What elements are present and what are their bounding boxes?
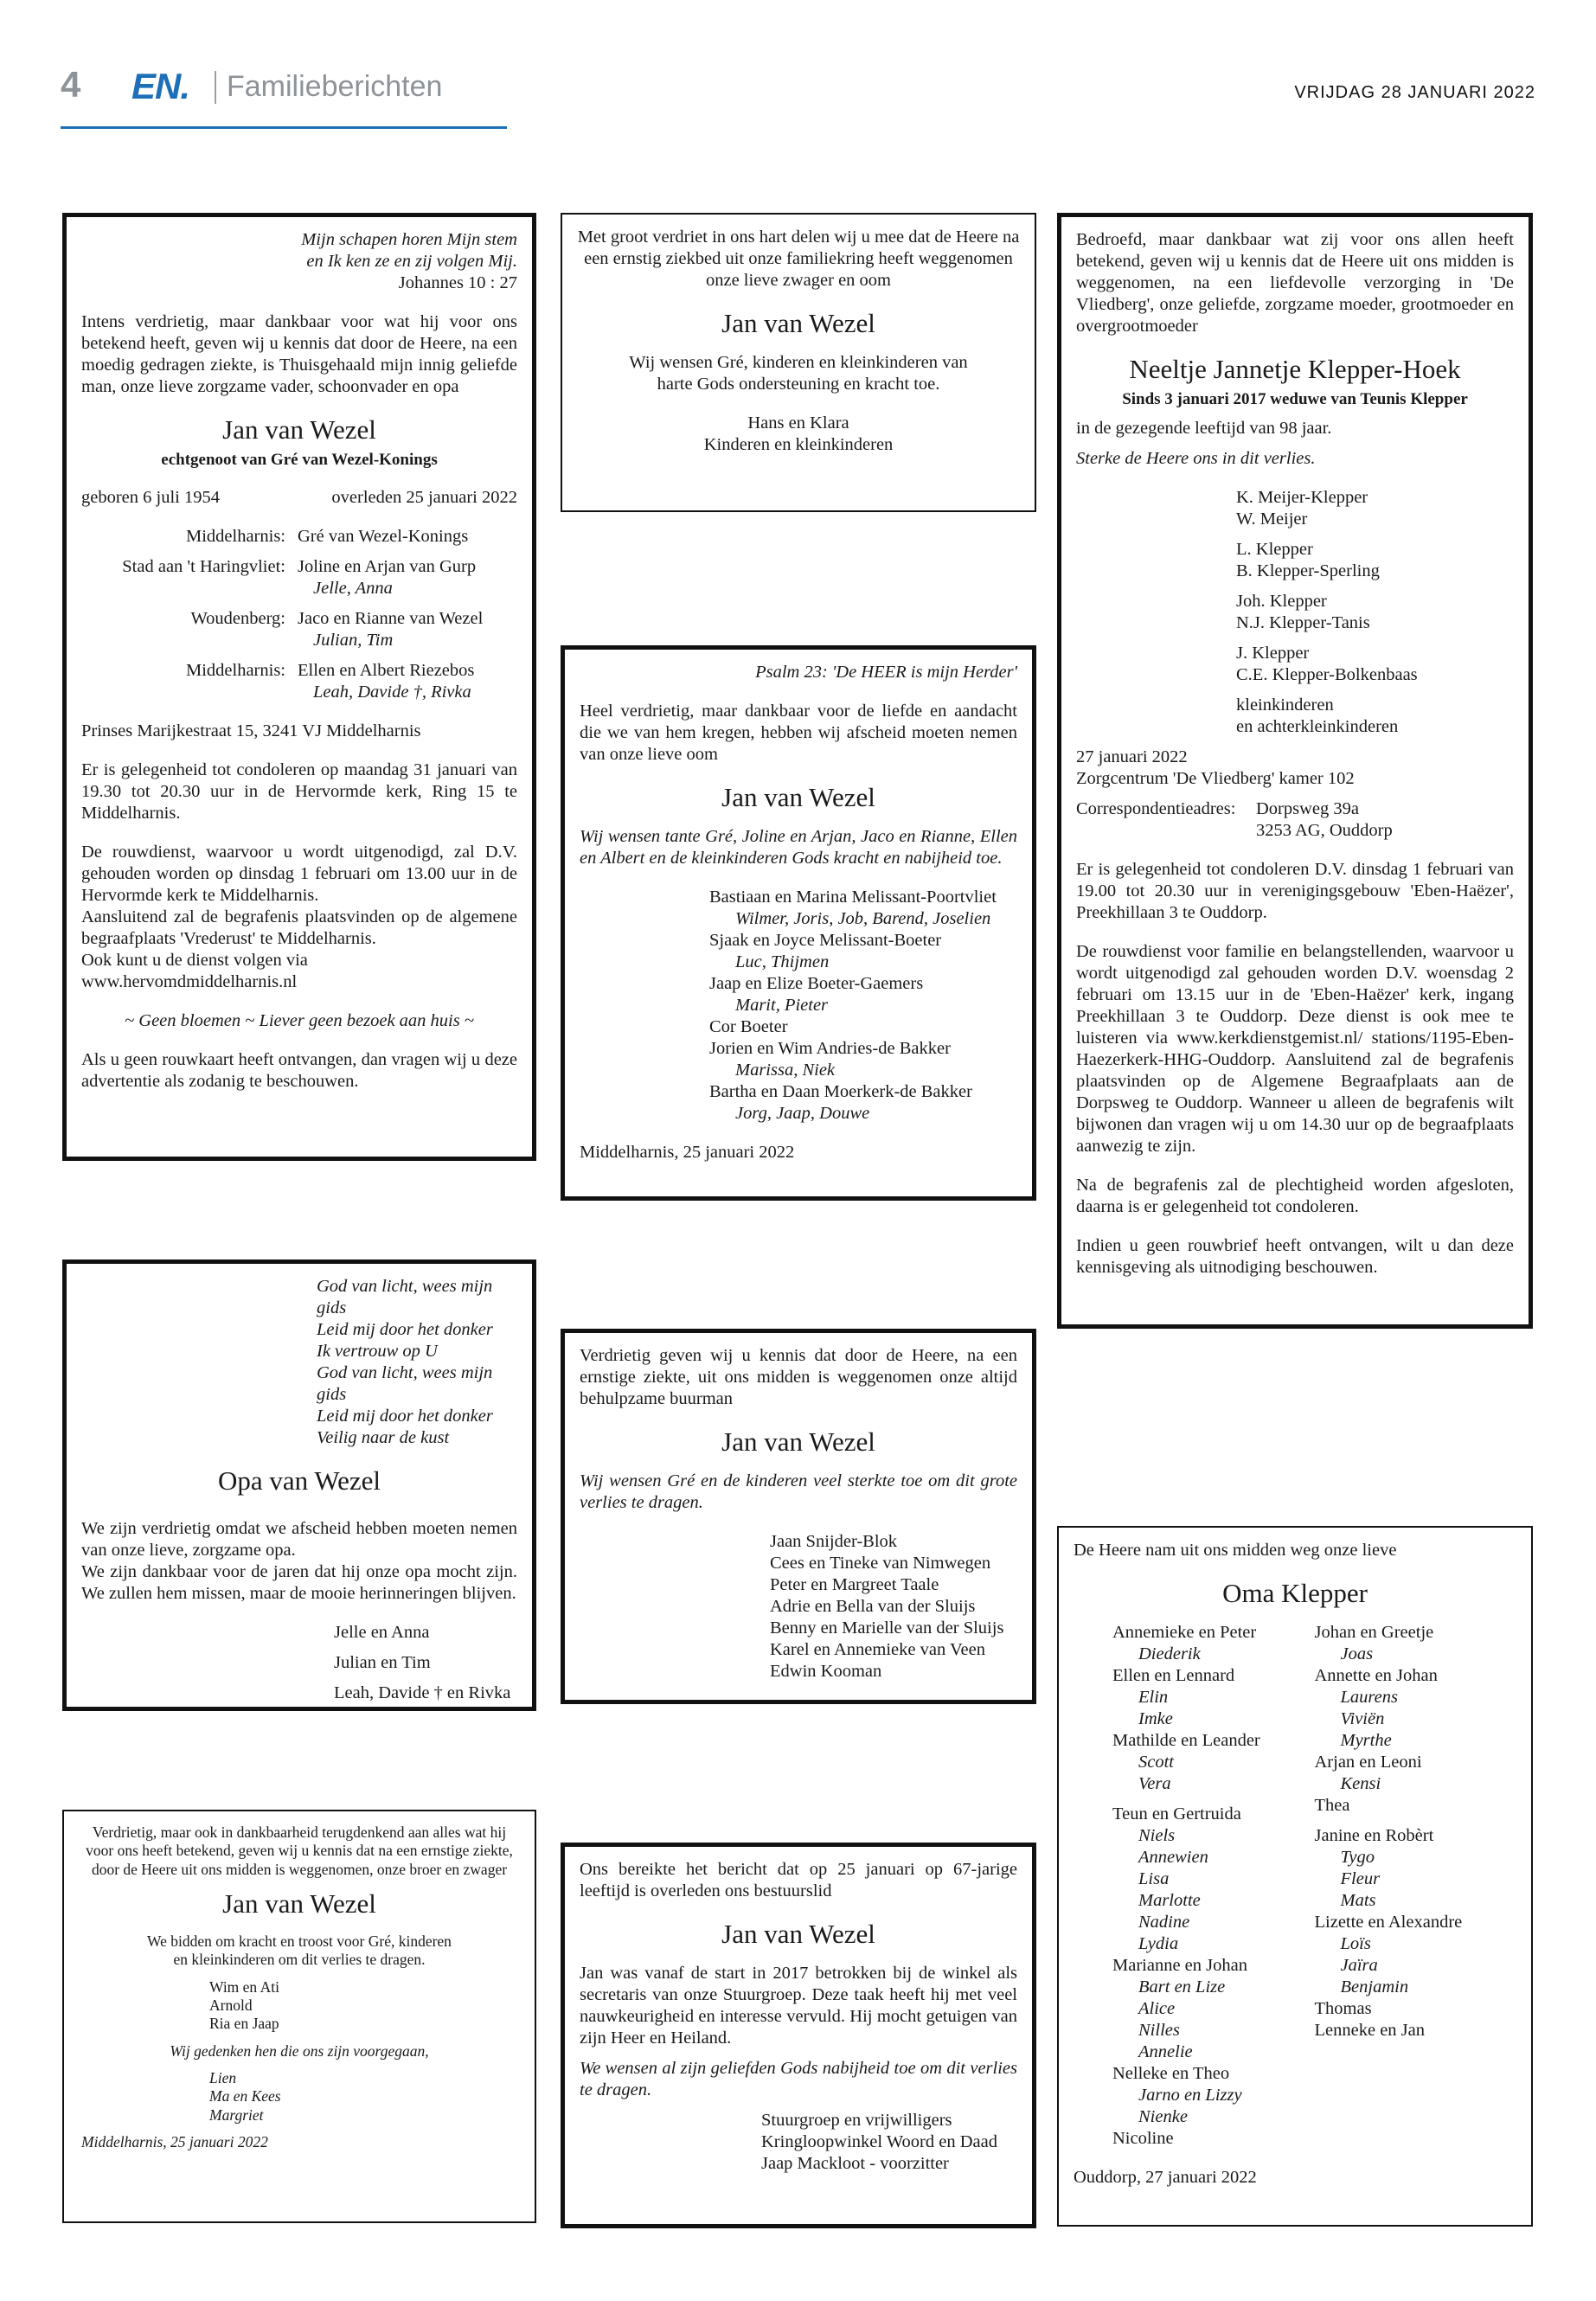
grandchild: Mats	[1340, 1890, 1376, 1910]
family-group	[1076, 643, 1514, 686]
deceased-name: Opa van Wezel	[217, 1465, 381, 1496]
no-flowers-note: ~ Geen bloemen ~ Liever geen bezoek aan huis ~	[125, 1010, 474, 1030]
condolence-info: Er is gelegenheid tot condoleren op maandag 31 januari van 19.30 tot 20.30 uur in de Hervormde kerk, Ring 15 te Middelharnis.	[81, 760, 517, 823]
closing-note: Indien u geen rouwbrief heeft ontvangen, wilt u dan deze kennisgeving als uitnodiging beschouwen.	[1076, 1235, 1514, 1277]
page-number: 4	[61, 64, 81, 105]
family-names: Gré van Wezel-Konings	[298, 526, 469, 546]
correspondence-city: 3253 AG, Ouddorp	[1256, 820, 1393, 840]
family-member: C.E. Klepper-Bolkenbaas	[1236, 664, 1418, 684]
intro-text: Ons bereikte het bericht dat op 25 januari op 67-jarige leeftijd is overleden ons bestuurslid	[580, 1860, 1017, 1900]
deceased-name: Oma Klepper	[1222, 1578, 1368, 1608]
family-names: Thea	[1314, 1795, 1350, 1815]
family-names: Jorien en Wim Andries-de Bakker	[709, 1038, 951, 1058]
intro-text: Met groot verdriet in ons hart delen wij u mee dat de Heere na een ernstig ziekbed uit onze familiekring heeft weggenomen onze lieve zwager en oom	[577, 228, 1020, 290]
place-date: Ouddorp, 27 januari 2022	[1074, 2167, 1257, 2187]
intro-text: Verdrietig, maar ook in dankbaarheid terugdenkend aan alles wat hij voor ons heeft betekend, geven wij u kennis dat na een ernstige ziekte, door de Heere uit ons midden is weggenomen, onze broer en zwager	[86, 1823, 513, 1878]
grandchild: Myrthe	[1340, 1730, 1392, 1750]
wish-text: We bidden om kracht en troost voor Gré, kinderen en kleinkinderen om dit verlies te dragen.	[147, 1932, 452, 1969]
wish-text: We wensen al zijn geliefden Gods nabijheid toe om dit verlies te dragen.	[580, 2058, 1017, 2099]
grandchild: Loïs	[1340, 1933, 1371, 1953]
deceased-name: Neeltje Jannetje Klepper-Hoek	[1129, 354, 1461, 384]
family-entry	[81, 556, 517, 599]
deceased-subtitle: echtgenoot van Gré van Wezel-Konings	[161, 450, 438, 469]
grandchild: Vera	[1138, 1773, 1171, 1793]
signer: Leah, Davide † en Rivka	[334, 1682, 511, 1702]
family-children: Leah, Davide †, Rivka	[313, 682, 471, 702]
family-place: Woudenberg:	[190, 608, 285, 628]
signer: Benny en Marielle van der Sluijs	[770, 1618, 1004, 1638]
family-names: Nelleke en Theo	[1112, 2063, 1230, 2083]
signer: Adrie en Bella van der Sluijs	[770, 1596, 976, 1616]
family-names: Jaco en Rianne van Wezel	[298, 608, 484, 628]
family-names: Bastiaan en Marina Melissant-Poortvliet	[709, 887, 997, 907]
family-entry	[81, 608, 517, 651]
family-names: Lenneke en Jan	[1314, 2020, 1425, 2040]
family-children: Wilmer, Joris, Job, Barend, Joselien	[735, 908, 991, 928]
deceased-name: Jan van Wezel	[721, 1426, 875, 1457]
grandchild: Lisa	[1138, 1868, 1170, 1888]
family-place: Middelharnis:	[185, 660, 285, 680]
grandchild: Laurens	[1340, 1687, 1398, 1707]
grandchild: Annelie	[1138, 2041, 1193, 2061]
family-names: Cor Boeter	[709, 1016, 788, 1036]
family-children: Luc, Thijmen	[735, 952, 830, 971]
family-group	[1076, 591, 1514, 634]
family-member: kleinkinderen	[1236, 695, 1334, 715]
location-text: Zorgcentrum 'De Vliedberg' kamer 102	[1076, 768, 1355, 788]
notice-date: 27 januari 2022	[1076, 747, 1188, 766]
signer: Kringloopwinkel Woord en Daad	[761, 2131, 997, 2151]
family-group	[1076, 695, 1514, 738]
signer: Jaap Mackloot - voorzitter	[761, 2153, 949, 2173]
grandchild: Lydia	[1138, 1933, 1179, 1953]
correspondence-address	[1076, 798, 1514, 842]
poem-line: God van licht, wees mijn gids	[317, 1277, 493, 1317]
family-names: Ellen en Albert Riezebos	[298, 660, 475, 680]
burial-info: Aansluitend zal de begrafenis plaatsvinden op de algemene begraafplaats 'Vrederust' te Middelharnis.	[81, 907, 517, 948]
grandchild: Nilles	[1138, 2020, 1180, 2040]
family-names: Annemieke en Peter	[1112, 1622, 1257, 1642]
family-member: J. Klepper	[1236, 643, 1310, 663]
verse-line: Mijn schapen horen Mijn stem	[301, 230, 517, 249]
body-text: Jan was vanaf de start in 2017 betrokken bij de winkel als secretaris van onze Stuurgroep. Deze taak heeft hij met veel nauwkeurigheid en interesse vervuld. Hij mocht getuigen van zijn Heer en Heiland.	[580, 1963, 1017, 2048]
grandchild: Alice	[1138, 1998, 1176, 2018]
wish-text: Wij wensen tante Gré, Joline en Arjan, Jaco en Rianne, Ellen en Albert en de kleinkinderen Gods kracht en nabijheid toe.	[580, 826, 1017, 868]
family-names: Annette en Johan	[1314, 1665, 1438, 1685]
deceased-name: Jan van Wezel	[222, 414, 376, 445]
correspondence-street: Dorpsweg 39a	[1256, 798, 1359, 818]
body-text: We zijn dankbaar voor de jaren dat hij onze opa mocht zijn. We zullen hem missen, maar de mooie herinneringen blijven.	[81, 1561, 517, 1603]
home-address: Prinses Marijkestraat 15, 3241 VJ Middelharnis	[81, 721, 421, 740]
psalm-verse: Psalm 23: 'De HEER is mijn Herder'	[755, 663, 1017, 682]
family-names: Johan en Greetje	[1314, 1622, 1434, 1642]
issue-date: VRIJDAG 28 JANUARI 2022	[1294, 83, 1535, 102]
remembered-name: Ma en Kees	[209, 2087, 281, 2106]
signer: Jelle en Anna	[334, 1622, 430, 1642]
poem-line: God van licht, wees mijn gids	[317, 1363, 493, 1404]
obituary-jan-van-wezel-broer	[62, 1810, 536, 2223]
birth-date: geboren 6 juli 1954	[81, 487, 220, 507]
family-children: Marissa, Niek	[735, 1060, 836, 1080]
family-member: Joh. Klepper	[1236, 591, 1327, 611]
family-names: Jaap en Elize Boeter-Gaemers	[709, 973, 924, 993]
section-title: Familieberichten	[227, 70, 443, 103]
signer: Edwin Kooman	[770, 1661, 882, 1681]
family-entry	[81, 660, 517, 703]
grandchild: Tygo	[1340, 1847, 1375, 1867]
verse-line: en Ik ken ze en zij volgen Mij.	[306, 252, 517, 271]
signer: Hans en Klara	[747, 413, 849, 433]
family-member: en achterkleinkinderen	[1236, 716, 1399, 736]
family-member: L. Klepper	[1236, 539, 1313, 559]
deceased-name: Jan van Wezel	[721, 782, 875, 812]
poem-line: Leid mij door het donker	[317, 1407, 493, 1426]
deceased-name: Jan van Wezel	[721, 1919, 875, 1949]
remembered-name: Margriet	[209, 2106, 264, 2124]
grandchild: Benjamin	[1340, 1977, 1409, 1997]
grandchild: Viviën	[1340, 1708, 1385, 1728]
obituary-jan-van-wezel-zwager	[561, 213, 1036, 512]
family-names: Nicoline	[1112, 2128, 1174, 2148]
grandchild: Joas	[1340, 1644, 1374, 1663]
poem-line: Ik vertrouw op U	[317, 1342, 438, 1361]
remember-text: Wij gedenken hen die ons zijn voorgegaan,	[170, 2041, 429, 2060]
family-names: Lizette en Alexandre	[1314, 1912, 1463, 1932]
header-rule	[61, 126, 507, 129]
obituary-opa-van-wezel	[62, 1259, 536, 1711]
service-info: De rouwdienst voor familie en belangstellenden, waarvoor u wordt uitgenodigd zal gehouden worden D.V. woensdag 2 februari om 13.15 uur in de 'Eben-Haëzer' kerk, ingang Preekhillaan 3 te Ouddorp. Deze dienst is ook mee te luisteren via www.kerkdienstgemist.nl/ stations/1195-Eben-Haezerkerk-HHG-Ouddorp. Aansluitend zal de begrafenis plaatsvinden op de Algemene Begraafplaats aan de Dorpsweg te Ouddorp. Wanneer u alleen de begrafenis wilt bijwonen dan vragen wij u om 14.30 uur op de begraafplaats aanwezig te zijn.	[1076, 941, 1514, 1156]
family-entry	[81, 526, 517, 548]
obituary-jan-van-wezel-oom	[561, 645, 1036, 1201]
poem-line: Veilig naar de kust	[317, 1428, 450, 1447]
grandchild: Annewien	[1138, 1847, 1208, 1867]
signer: Jaan Snijder-Blok	[770, 1531, 898, 1551]
family-names: Arjan en Leoni	[1314, 1752, 1422, 1772]
closing-note: Als u geen rouwkaart heeft ontvangen, dan vragen wij u deze advertentie als zodanig te beschouwen.	[81, 1049, 517, 1091]
grandchild: Jarno en Lizzy	[1138, 2085, 1242, 2105]
family-group	[1076, 539, 1514, 582]
wish-text: Wij wensen Gré, kinderen en kleinkinderen van harte Gods ondersteuning en kracht toe.	[629, 352, 968, 394]
stream-link[interactable]: www.hervomdmiddelharnis.nl	[81, 971, 298, 991]
grandchild: Elin	[1138, 1687, 1169, 1707]
intro-text: Verdrietig geven wij u kennis dat door de Heere, na een ernstige ziekte, uit ons midden is weggenomen onze altijd behulpzame buurman	[580, 1346, 1017, 1408]
place-date: Middelharnis, 25 januari 2022	[580, 1142, 795, 1162]
deceased-subtitle: Sinds 3 januari 2017 weduwe van Teunis Klepper	[1122, 389, 1468, 408]
obituary-neeltje-klepper-hoek	[1057, 213, 1533, 1329]
signer: Peter en Margreet Taale	[770, 1574, 939, 1594]
signer: Kinderen en kleinkinderen	[703, 434, 894, 454]
signer: Cees en Tineke van Nimwegen	[770, 1553, 991, 1573]
after-burial-info: Na de begrafenis zal de plechtigheid worden afgesloten, daarna is er gelegenheid tot condoleren.	[1076, 1175, 1514, 1216]
intro-text: De Heere nam uit ons midden weg onze lieve	[1074, 1541, 1397, 1560]
family-children: Jelle, Anna	[313, 578, 393, 598]
signer: Arnold	[209, 1996, 253, 2014]
body-text: We zijn verdrietig omdat we afscheid hebben moeten nemen van onze lieve, zorgzame opa.	[81, 1518, 517, 1560]
intro-text: Heel verdrietig, maar dankbaar voor de liefde en aandacht die we van hem kregen, hebben wij afscheid moeten nemen van onze lieve oom	[580, 702, 1017, 764]
service-info: De rouwdienst, waarvoor u wordt uitgenodigd, zal D.V. gehouden worden op dinsdag 1 februari om 13.00 uur in de Hervormde kerk te Middelharnis.	[81, 842, 517, 905]
family-member: B. Klepper-Sperling	[1236, 561, 1380, 580]
grandchild: Scott	[1138, 1752, 1174, 1772]
family-names: Ellen en Lennard	[1112, 1665, 1235, 1685]
wish-text: Wij wensen Gré en de kinderen veel sterkte toe om dit grote verlies te dragen.	[580, 1471, 1017, 1512]
family-names: Thomas	[1314, 1998, 1372, 2018]
grandchild: Jaïra	[1340, 1955, 1378, 1975]
family-names: Joline en Arjan van Gurp	[298, 556, 477, 576]
obituary-jan-van-wezel-bestuurslid	[561, 1843, 1036, 2228]
family-children: Jorg, Jaap, Douwe	[735, 1103, 870, 1123]
family-names: Marianne en Johan	[1112, 1955, 1247, 1975]
condolence-info: Er is gelegenheid tot condoleren D.V. dinsdag 1 februari van 19.00 tot 20.30 uur in verenigingsgebouw 'Eben-Haëzer', Preekhillaan 3 te Ouddorp.	[1076, 859, 1514, 922]
family-children: Marit, Pieter	[735, 995, 829, 1015]
grandchild: Kensi	[1340, 1773, 1381, 1793]
grandchild: Imke	[1138, 1708, 1173, 1728]
intro-text: Intens verdrietig, maar dankbaar voor wat hij voor ons betekend heeft, geven wij u kennis dat door de Heere, na een moedig gedragen ziekte, is Thuisgehaald mijn innig geliefde man, onze lieve zorgzame vader, schoonvader en opa	[81, 312, 517, 396]
obituary-jan-van-wezel-family	[62, 213, 536, 1161]
family-place: Stad aan 't Haringvliet:	[122, 556, 285, 576]
strength-text: Sterke de Heere ons in dit verlies.	[1076, 448, 1316, 468]
grandchild: Fleur	[1340, 1868, 1381, 1888]
remembered-name: Lien	[209, 2068, 237, 2086]
signer: Ria en Jaap	[209, 2015, 279, 2033]
obituary-oma-klepper	[1057, 1526, 1533, 2227]
family-member: N.J. Klepper-Tanis	[1236, 612, 1370, 632]
newspaper-logo[interactable]: EN.	[131, 66, 190, 106]
signer: Julian en Tim	[334, 1652, 431, 1672]
deceased-name: Jan van Wezel	[721, 308, 875, 338]
grandchild: Marlotte	[1138, 1890, 1201, 1910]
family-member: K. Meijer-Klepper	[1236, 487, 1368, 507]
family-names: Mathilde en Leander	[1112, 1730, 1260, 1750]
family-place: Middelharnis:	[185, 526, 285, 546]
place-date: Middelharnis, 25 januari 2022	[81, 2132, 268, 2150]
family-member: W. Meijer	[1236, 509, 1308, 529]
family-names: Sjaak en Joyce Melissant-Boeter	[709, 930, 942, 950]
obituary-jan-van-wezel-buurman	[561, 1329, 1036, 1704]
header-divider	[215, 71, 216, 104]
grandchild: Nadine	[1138, 1912, 1190, 1932]
stream-info: Ook kunt u de dienst volgen via	[81, 950, 308, 970]
grandchild: Bart en Lize	[1138, 1977, 1226, 1997]
signer: Stuurgroep en vrijwilligers	[761, 2110, 952, 2130]
correspondence-label: Correspondentieadres:	[1076, 798, 1236, 818]
family-names: Bartha en Daan Moerkerk-de Bakker	[709, 1081, 972, 1101]
deceased-name: Jan van Wezel	[222, 1888, 376, 1920]
family-names: Teun en Gertruida	[1112, 1804, 1241, 1823]
grandchild: Niels	[1138, 1825, 1176, 1845]
death-date: overleden 25 januari 2022	[331, 487, 517, 507]
family-group	[1076, 487, 1514, 530]
signer: Wim en Ati	[209, 1977, 279, 1996]
intro-text: Bedroefd, maar dankbaar wat zij voor ons allen heeft betekend, geven wij u kennis dat de Heere uit ons midden is weggenomen, na een liefdevolle verzorging in 'De Vliedberg', onze geliefde, zorgzame moeder, grootmoeder en overgrootmoeder	[1076, 230, 1514, 336]
verse-reference: Johannes 10 : 27	[398, 273, 517, 292]
grandchild: Nienke	[1138, 2106, 1188, 2126]
poem-line: Leid mij door het donker	[317, 1320, 493, 1339]
family-children: Julian, Tim	[313, 630, 394, 650]
signer: Karel en Annemieke van Veen	[770, 1639, 985, 1659]
age-text: in de gezegende leeftijd van 98 jaar.	[1076, 418, 1332, 438]
family-names: Janine en Robèrt	[1314, 1825, 1434, 1845]
grandchild: Diederik	[1138, 1644, 1201, 1663]
